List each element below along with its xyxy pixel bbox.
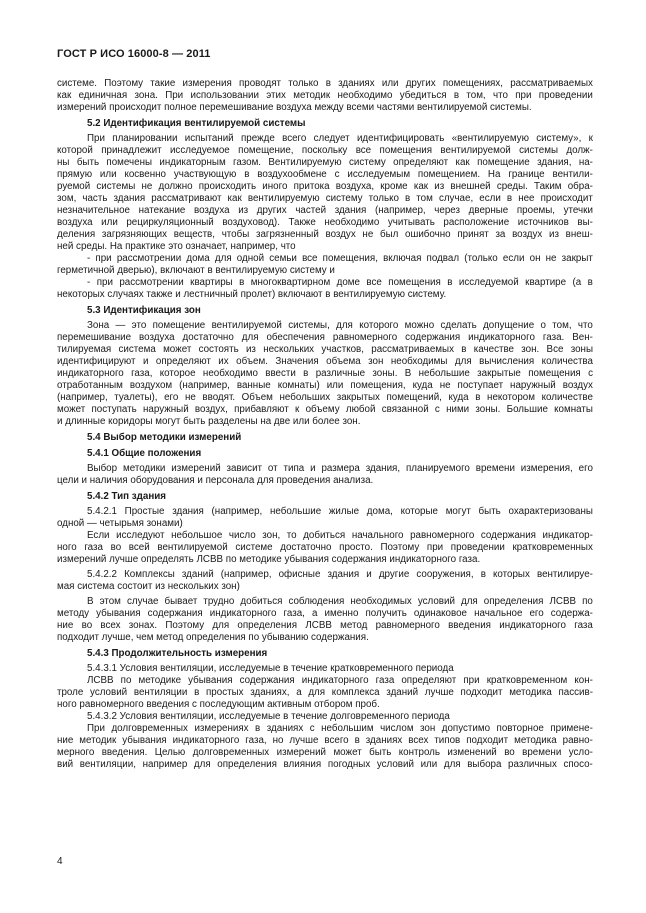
page-number: 4 — [57, 856, 63, 867]
text-line: методу убывания содержания индикаторного газа, а именно получить одинаковое начальное его содержа- — [57, 608, 593, 619]
text-line: При долговременных измерениях в зданиях с небольшим числом зон допустимо повторное примене- — [87, 723, 593, 734]
document-header: ГОСТ Р ИСО 16000-8 — 2011 — [57, 48, 211, 60]
text-line: - при рассмотрении дома для одной семьи все помещения, включая подвал (только если он не закрыт — [87, 253, 593, 264]
text-line: Если исследуют небольшое число зон, то добиться начального равномерного содержания индикатор- — [87, 530, 593, 541]
text-line: герметичной дверью), включают в вентилируемую систему и — [57, 265, 335, 276]
text-line: которой принадлежит исследуемое помещение, поскольку все помещения вентилируемой системы долж- — [57, 145, 593, 156]
text-line: мая система состоит из нескольких зон) — [57, 581, 240, 592]
text-line: 5.4.2.2 Комплексы зданий (например, офисные здания и другие сооружения, в которых вентилируе- — [87, 569, 593, 580]
text-line: измерений происходит полное перемешивание воздуха между всеми частями вентилируемой системы. — [57, 102, 532, 113]
text-line: ного газа во всей вентилируемой системе достаточно просто. Поэтому при проведении кратковременных — [57, 542, 593, 553]
text-line: Выбор методики измерений зависит от типа и размера здания, планируемого времени измерения, его — [87, 463, 593, 474]
section-heading: 5.4.3 Продолжительность измерения — [87, 648, 268, 659]
text-line: ние во всех зонах. Поэтому для определения ЛСВВ метод равномерного введения индикаторного газа — [57, 620, 593, 631]
text-line: ного равномерного введения с последующим активным отбором проб. — [57, 699, 380, 710]
text-line: как единичная зона. При использовании этих методик необходимо убедиться в том, что при проведении — [57, 90, 593, 101]
text-line: цели и наличия оборудования и персонала для проведения анализа. — [57, 475, 374, 486]
text-line: системе. Поэтому такие измерения проводят только в зданиях или других помещениях, рассматриваемых — [57, 78, 593, 89]
text-line: некоторых случаях также и лестничный пролет) включают в вентилируемую систему. — [57, 289, 447, 300]
text-line: мерного введения. Целью долговременных измерений может быть контроль изменений во времени усло- — [57, 747, 593, 758]
text-line: ны быть помечены индикаторным газом. Вентилируемую систему определяют как помещение здания, на- — [57, 157, 593, 168]
text-line: В этом случае бывает трудно добиться соблюдения необходимых условий для определения ЛСВВ по — [87, 596, 593, 607]
text-line: троле условий вентиляции в простых зданиях, а для комплекса зданий лучше подходит методика пассив- — [57, 687, 593, 698]
text-line: и длинные коридоры могут быть разделены на две или более зон. — [57, 416, 361, 427]
text-line: ние методик убывания индикаторного газа, но лучше всего в зданиях всех типов подходит методика равно- — [57, 735, 593, 746]
text-line: вий вентиляции, например для определения влияния погодных условий или для выбора различных спосо- — [57, 759, 593, 770]
section-heading: 5.4.2 Тип здания — [87, 491, 166, 502]
text-line: подходит лучше, чем метод определения по убыванию содержания. — [57, 632, 369, 643]
text-line: может поступать наружный воздух, прибавляют к объему любой связанной с ними зоны. Большие комнаты — [57, 404, 593, 415]
section-heading: 5.4.1 Общие положения — [87, 448, 202, 459]
text-line: отработанным воздухом (например, ванные комнаты) или помещения, куда не поступает наружный воздух — [57, 380, 593, 391]
text-line: незначительное натекание воздуха из других частей здания (например, через дверные проемы, утечки — [57, 205, 593, 216]
section-heading: 5.2 Идентификация вентилируемой системы — [87, 118, 306, 129]
text-line: 5.4.2.1 Простые здания (например, небольшие жилые дома, которые могут быть охарактеризованы — [87, 506, 593, 517]
text-line: зом, часть здания рассматривают как вентилируемую систему только в том случае, если в нее происходит — [57, 193, 593, 204]
text-line: ней среды. На практике это означает, например, что — [57, 241, 296, 252]
section-heading: 5.3 Идентификация зон — [87, 305, 201, 316]
document-body — [57, 78, 593, 771]
text-line: ЛСВВ по методике убывания содержания индикаторного газа определяют при кратковременном кон- — [87, 675, 593, 686]
text-line: перемешивание воздуха достаточно для обеспечения равномерного содержания индикаторного газа. Вен- — [57, 332, 593, 343]
text-line: руемой системы не должно происходить иного притока воздуха, кроме как из внешней среды. Таким обра- — [57, 181, 593, 192]
text-line: идентифицируют и определяют их объем. Значения объема зон необходимы для вычисления количества — [57, 356, 593, 367]
text-line: - при рассмотрении квартиры в многоквартирном доме все помещения в исследуемой квартире (а в — [87, 277, 593, 288]
text-line: тилируемая система может состоять из нескольких участков, рассматриваемых в качестве зон. Все зоны — [57, 344, 593, 355]
text-line: одной — четырьмя зонами) — [57, 518, 183, 529]
text-line: деления загрязняющих веществ, чтобы загрязненный воздух не был ошибочно принят за воздух из внеш- — [57, 229, 593, 240]
text-line: При планировании испытаний прежде всего следует идентифицировать «вентилируемую систему», к — [87, 133, 593, 144]
text-line: (например, туалеты), его не вводят. Объем небольших закрытых помещений, куда в некотором количестве — [57, 392, 593, 403]
section-heading: 5.4 Выбор методики измерений — [87, 432, 242, 443]
text-line: прямую или косвенно участвующую в воздухообмене с исследуемым помещением. На границе вентили- — [57, 169, 593, 180]
text-line: 5.4.3.2 Условия вентиляции, исследуемые в течение долговременного периода — [87, 711, 450, 722]
text-line: измерений лучше определять ЛСВВ по методике убывания содержания индикаторного газа. — [57, 554, 481, 565]
text-line: Зона — это помещение вентилируемой системы, для которого можно сделать допущение о том, что — [87, 320, 593, 331]
text-line: 5.4.3.1 Условия вентиляции, исследуемые в течение кратковременного периода — [87, 663, 454, 674]
text-line: индикаторного газа, которое необходимо ввести в различные зоны. В небольшие закрытые помещения с — [57, 368, 593, 379]
text-line: воздуха или рециркуляционный воздуховод). Также необходимо учитывать расположение источников вы- — [57, 217, 593, 228]
